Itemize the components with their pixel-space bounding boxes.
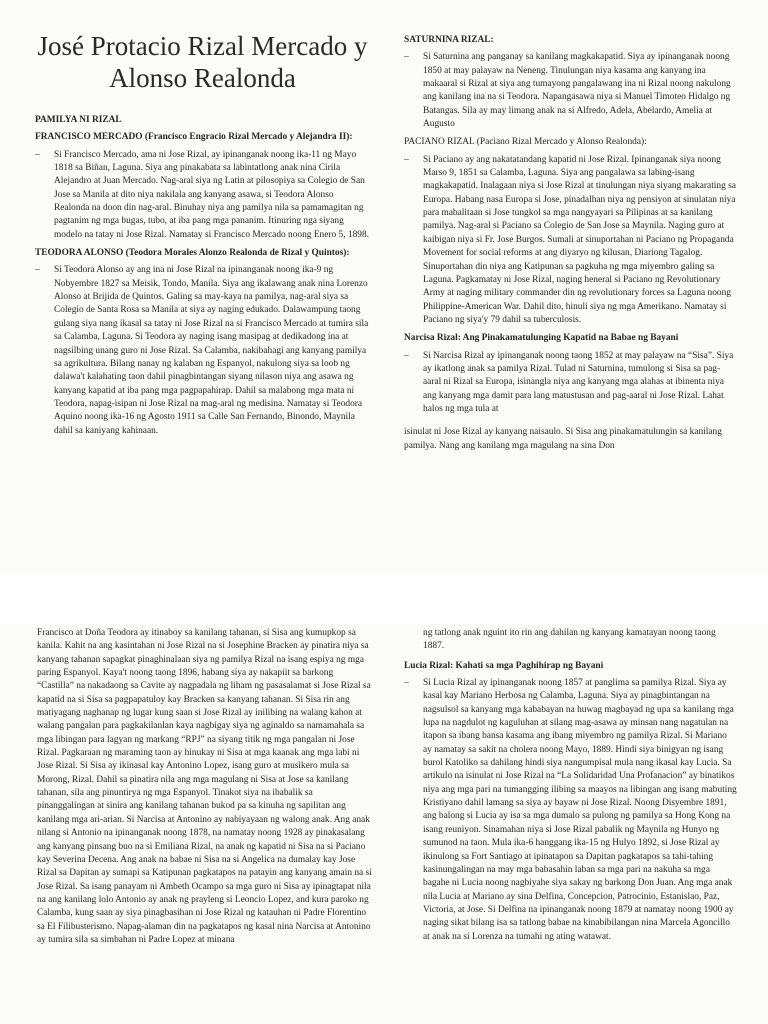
paciano-text: Si Paciano ay ang nakatatandang kapatid ni Jose Rizal. Ipinanganak siya noong Marso 9, 1851 sa Calamba, Laguna. Siya ang pangalawa sa labing-isang magkakapatid. Inalagaan niya si Jose Rizal at tinulungan niya siyang makarating sa Europa. Habang nasa Europa si Jose, pinadalhan niya ng pensiyon at sinulatan niya para mabalitaan si Jose tungkol sa mga nangyayari sa Pilipinas at sa kanilang pamilya. Nag-aral si Paciano sa Colegio de San Jose sa Maynila. Naging guro at kaibigan niya si Fr. Jose Burgos. Sumali at sinuportahan ni Paciano ng Propaganda Movement for social reforms at ang diyaryo ng kilusan, Diariong Tagalog. Sinuportahan din niya ang Katipunan sa pagkuha ng mga miyembro galing sa Laguna. Pagkamatay ni Jose Rizal, naging heneral si Paciano ng Revolutionary Army at naging military commander din ng revolutionary forces sa Laguna noong Philippine-American War. Dahil dito, hinuli siya ng mga Amerikano. Namatay si Paciano ng siya'y 79 dahil sa tuberculosis. <box>423 154 736 325</box>
page1-left-column <box>35 30 370 574</box>
teodora-heading: TEODORA ALONSO (Teodora Morales Alonzo Realonda de Rizal y Quintos): <box>35 248 350 259</box>
list-dash: – <box>404 52 409 63</box>
list-dash: – <box>35 265 40 276</box>
narcisa-heading: Narcisa Rizal: Ang Pinakamatulunging Kapatid na Babae ng Bayani <box>404 333 679 344</box>
narcisa-text: Si Narcisa Rizal ay ipinanganak noong taong 1852 at may palayaw na “Sisa”. Siya ay ikatlong anak sa pamilya Rizal. Tulad ni Saturnina, tumulong si Sisa sa pag-aaral ni Rizal sa Europa, isinangla niya ang kanyang mga alahas at ibinenta niya ang kanyang mga damit para lang matustusan and pag-aaral ni Jose Rizal. Lahat halos ng mga tula at <box>423 350 734 414</box>
lucia-heading: Lucia Rizal: Kahati sa mga Paghihirap ng Bayani <box>404 660 604 671</box>
list-dash: – <box>35 149 40 160</box>
lucia-item <box>404 677 738 944</box>
page1-right-column <box>404 34 738 574</box>
page2-right-column <box>404 627 738 1024</box>
saturnina-text: Si Saturnina ang panganay sa kanilang magkakapatid. Siya ay ipinanganak noong 1850 at may palayaw na Neneng. Tinulungan niya kasama ang kanyang ina makaaral si Rizal at siya ang tumayong pangalawang ina ni Rizal noong nakulong ang kanilang ina na si Teodora. Napangasawa niya si Manuel Timoteo Hidalgo ng Batangas. Sila ay may limang anak na si Alfredo, Adela, Abelardo, Amelia at Augusto <box>423 52 731 130</box>
page-separator <box>0 574 768 624</box>
lucia-text: Si Lucia Rizal ay ipinanganak noong 1857 at panglima sa pamilya Rizal. Siya ay kasal kay Mariano Herbosa ng Calamba, Laguna. Siya ay pinagbintangan na nagsulsol sa kanyang mga kababayan na huwag magbayad ng upa sa kanilang mga lupa na nagdulot ng kaguluhan at silang mag-asawa ay minsan nang nagatulan na itapon sa ibang bansa kasama ang ibang miyembro ng pamilya Rizal. Si Mariano ay namatay sa sakit na cholera noong Mayo, 1889. Hindi siya binigyan ng isang burol Katoliko sa dahilang hindi siya nangumpisal mula nang ikasal kay Lucia. Sa artikulo na isinulat ni Jose Rizal na “La Solidaridad Una Profanacion” ay binatikos niya ang mga pari na tumangging ilibing sa maayos na libingan ang isang mabuting Kristiyano dahil lamang sa siya ay bayaw ni Jose Rizal. Noong Disyembre 1891, ang balong si Lucia ay isa sa mga dumalo sa pulong ng pamilya sa Hong Kong na isang reuniyon. Sinamahan niya si Jose Rizal pabalik ng Maynila ng Hunyo ng sumunod na taon. Mula ika-6 hanggang ika-15 ng Hulyo 1892, si Jose Rizal ay ikinulong sa Fort Santiago at ipinatapon sa Dapitan pagkatapos sa tahi-tahing kasinungalingan na may mga babasahin laban sa mga pari na nakuha sa mga bagahe ni Lucia noong nagbiyahe siya sakay ng barkong Don Juan. Ang mga anak nila Lucia at Mariano ay sina Delfina, Concepcion, Patrocinio, Estanislao, Paz, Victoria, at Jose. Si Delfina na ipinanganak noong 1879 at namatay noong 1900 ay naging sikat bilang isa sa tatlong babae na kinabibilangan nina Marcela Agoncillo at anak na si Lorenza na tumahi ng ating watawat. <box>423 678 737 942</box>
list-dash: – <box>404 678 409 689</box>
narcisa-story-text: Francisco at Doña Teodora ay itinaboy sa kanilang tahanan, si Sisa ang kumupkop sa kanila. Kahit na ang kasintahan ni Jose Rizal na si Josephine Bracken ay pinatira niya sa kanyang tahanan sapagkat pinaghinalaan siya ng pamilya Rizal na isang espiya ng mga paring Espanyol. Kaya't noong taong 1896, habang siya ay nakapiit sa barkong “Castilla” na nakadaong sa Cavite ay nagpadala ng liham ng pasasalamat si Jose Rizal sa kapatid na si Sisa sa pagpapatuloy kay Bracken sa kanyang tahanan. Si Sisa rin ang matiyagang naghanap ng lugar kung saan si Jose Rizal ay inilibing na walang kahon at walang pangalan para pagkakilanlan kaya nagbigay siya ng aginaldo sa namamahala sa mga libingan para lagyan ng markang “RPJ” na siyang titik ng mga pangalan ni Jose Rizal. Pagkaraan ng maraming taon ay hinukay ni Sisa at mga kaanak ang mga labi ni Jose Rizal. Si Sisa ay ikinasal kay Antonino Lopez, isang guro at musikero mula sa Morong, Rizal. Dahil sa pinatira nila ang mga magulang ni Sisa at Jose sa kanilang tahanan, sila ang pinuntirya ng mga Espanyol. Tinakot siya na ibabalik sa pinanggalingan at sinira ang kanilang tahanan bukod pa sa kinuha ng sapilitan ang kanilang mga ari-arian. Si Narcisa at Antonino ay nabiyayaan ng walong anak. Ang anak nilang si Antonio na ipinanganak noong 1878, na namatay noong 1928 ay pinakasalang ang kanyang pinsang buo na si Emiliana Rizal, na anak ng kapatid ni Sisa na si Paciano kay Severina Decena. Ang anak na babae ni Sisa na si Angelica na dumalay kay Jose Rizal sa Dapitan ay sumapi sa Katipunan pagkatapos na patayin ang kanyang amain na si Jose Rizal. Sa isang panayam ni Ambeth Ocampo sa mga guro ni Sisa ay ipinagtapat nila na ang kanilang lolo Antonio ay anak ng prayleng si Leoncio Lopez, and kura paroko ng Calamba, kung saan ay siya pinagbasihan ni Jose Rizal ng katauhan ni Padre Florentino sa El Filibusterismo. Napag-alaman din na pagkatapos ng kasal nina Narcisa at Antonino ay tumira sila sa simbahan ni Padre Lopez at minana <box>37 628 372 945</box>
francisco-heading: FRANCISCO MERCADO (Francisco Engracio Rizal Mercado y Alejandra II): <box>35 132 353 143</box>
page2-left-column <box>37 627 372 1024</box>
francisco-item <box>35 149 370 242</box>
narcisa-continuation: isinulat ni Jose Rizal ay kanyang naisaulo. Si Sisa ang pinakamatulungin sa kanilang pamilya. Nang ang kanilang mga magulang na sina Don <box>404 427 722 451</box>
paciano-item <box>404 154 738 327</box>
francisco-text: Si Francisco Mercado, ama ni Jose Rizal, ay ipinanganak noong ika-11 ng Mayo 1818 sa Biñan, Laguna. Siya ang pinakabata sa labintatlong anak nina Cirila Alejandro at Juan Mercado. Nag-aral siya ng Latin at pilosopiya sa Colegio de San Jose sa Manila at dito niya nakilala ang kanyang asawa, si Teodora Alonso Realonda na doon din nag-aral. Binuhay niya ang pamilya nila sa pamamagitan ng pagtanim ng mga bugas, tubo, at iba pang mga pananim. Itinuring nga siyang modelo na tatay ni Jose Rizal. Namatay si Francisco Mercado noong Enero 5, 1898. <box>54 149 370 240</box>
narcisa-item <box>404 350 738 417</box>
narcisa-end-text: ng tatlong anak nguint ito rin ang dahilan ng kanyang kamatayan noong taong 1887. <box>423 628 716 652</box>
teodora-item <box>35 264 370 437</box>
teodora-text: Si Teodora Alonso ay ang ina ni Jose Rizal na ipinanganak noong ika-9 ng Nobyembre 1827 sa Meisik, Tondo, Manila. Siya ang ikalawang anak nina Lorenzo Alonso at Brijida de Quintos. Galing sa may-kaya na pamilya, nag-aral siya sa Colegio de Santa Rosa sa Manila at siya ay naging edukado. Dalawampung taong gulang siya nang ikasal sa tatay ni Jose Rizal na si Francisco Mercado at tumira sila sa Calamba, Laguna. Si Teodora ay naging isang masipag at dedikadong ina at nagsilbing unang guro ni Jose Rizal. Sa Calamba, nakibahagi ang kanyang pamilya sa agrikultura. Bilang nanay ng kalaban ng Espanyol, nakulong siya sa loob ng dalawa't kalahating taon dahil pinagbintangan siyang nilason niya ang asawa ng kanyang kapatid at iba pang mga pagpapahirap. Dahil sa malabong mga mata ni Teodora, napag-isipan ni Jose Rizal na mag-aral ng medisina. Namatay si Teodora Aquino noong ika-16 ng Agosto 1911 sa Calle San Fernando, Binondo, Maynila dahil sa kaniyang kahinaan. <box>54 265 369 436</box>
list-dash: – <box>404 350 409 361</box>
page-title: José Protacio Rizal Mercado y Alonso Realonda <box>37 31 368 93</box>
paciano-heading: PACIANO RIZAL (Paciano Rizal Mercado y Alonso Realonda): <box>404 137 647 148</box>
list-dash: – <box>404 154 409 165</box>
saturnina-heading: SATURNINA RIZAL: <box>404 35 494 45</box>
family-heading: PAMILYA NI RIZAL <box>35 115 122 125</box>
saturnina-item <box>404 51 738 131</box>
